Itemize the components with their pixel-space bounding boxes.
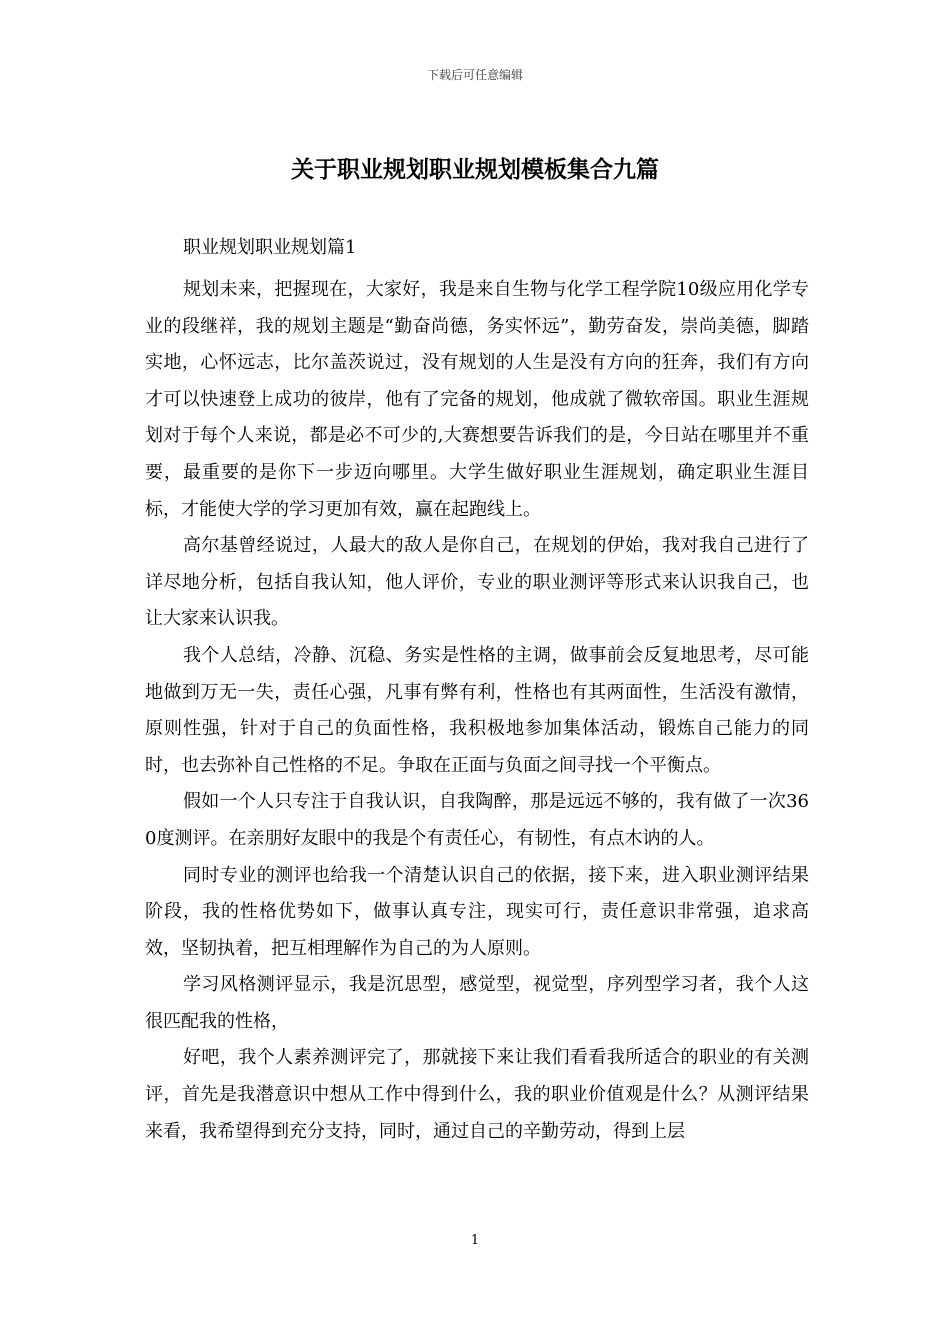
paragraph-7: 好吧，我个人素养测评完了，那就接下来让我们看看我所适合的职业的有关测评，首先是我潜意识中想从工作中得到什么，我的职业价值观是什么？从测评结果来看，我希望得到充分支持，同时，通过自己的辛勤劳动，得到上层 xyxy=(145,1047,809,1142)
page-number: 1 xyxy=(470,1233,480,1248)
paragraph-2: 高尔基曾经说过，人最大的敌人是你自己，在规划的伊始，我对我自己进行了详尽地分析，包括自我认知，他人评价，专业的职业测评等形式来认识我自己，也让大家来认识我。 xyxy=(145,535,809,630)
header-note: 下载后可任意编辑 xyxy=(426,68,523,82)
section-heading: 职业规划职业规划篇1 xyxy=(183,237,357,258)
document-body xyxy=(145,230,809,1150)
paragraph-5: 同时专业的测评也给我一个清楚认识自己的依据，接下来，进入职业测评结果阶段，我的性格优势如下，做事认真专注，现实可行，责任意识非常强，追求高效，坚韧执着，把互相理解作为自己的为人原则。 xyxy=(145,864,809,959)
paragraph-3: 我个人总结，冷静、沉稳、务实是性格的主调，做事前会反复地思考，尽可能地做到万无一失，责任心强，凡事有弊有利，性格也有其两面性，生活没有激情，原则性强，针对于自己的负面性格，我积极地参加集体活动，锻炼自己能力的同时，也去弥补自己性格的不足。争取在正面与负面之间寻找一个平衡点。 xyxy=(145,644,809,776)
paragraph-1: 规划未来，把握现在，大家好，我是来自生物与化学工程学院10级应用化学专业的段继祥，我的规划主题是“勤奋尚德，务实怀远”，勤劳奋发，崇尚美德，脚踏实地，心怀远志，比尔盖茨说过，没有规划的人生是没有方向的狂奔，我们有方向才可以快速登上成功的彼岸，他有了完备的规划，他成就了微软帝国。职业生涯规划对于每个人来说，都是必不可少的,大赛想要告诉我们的是，今日站在哪里并不重要，最重要的是你下一步迈向哪里。大学生做好职业生涯规划，确定职业生涯目标，才能使大学的学习更加有效，赢在起跑线上。 xyxy=(145,279,809,520)
document-title: 关于职业规划职业规划模板集合九篇 xyxy=(291,156,659,183)
paragraph-6: 学习风格测评显示，我是沉思型，感觉型，视觉型，序列型学习者，我个人这很匹配我的性格， xyxy=(145,974,809,1032)
paragraph-4: 假如一个人只专注于自我认识，自我陶醉，那是远远不够的，我有做了一次360度测评。在亲朋好友眼中的我是个有责任心，有韧性，有点木讷的人。 xyxy=(145,791,809,849)
